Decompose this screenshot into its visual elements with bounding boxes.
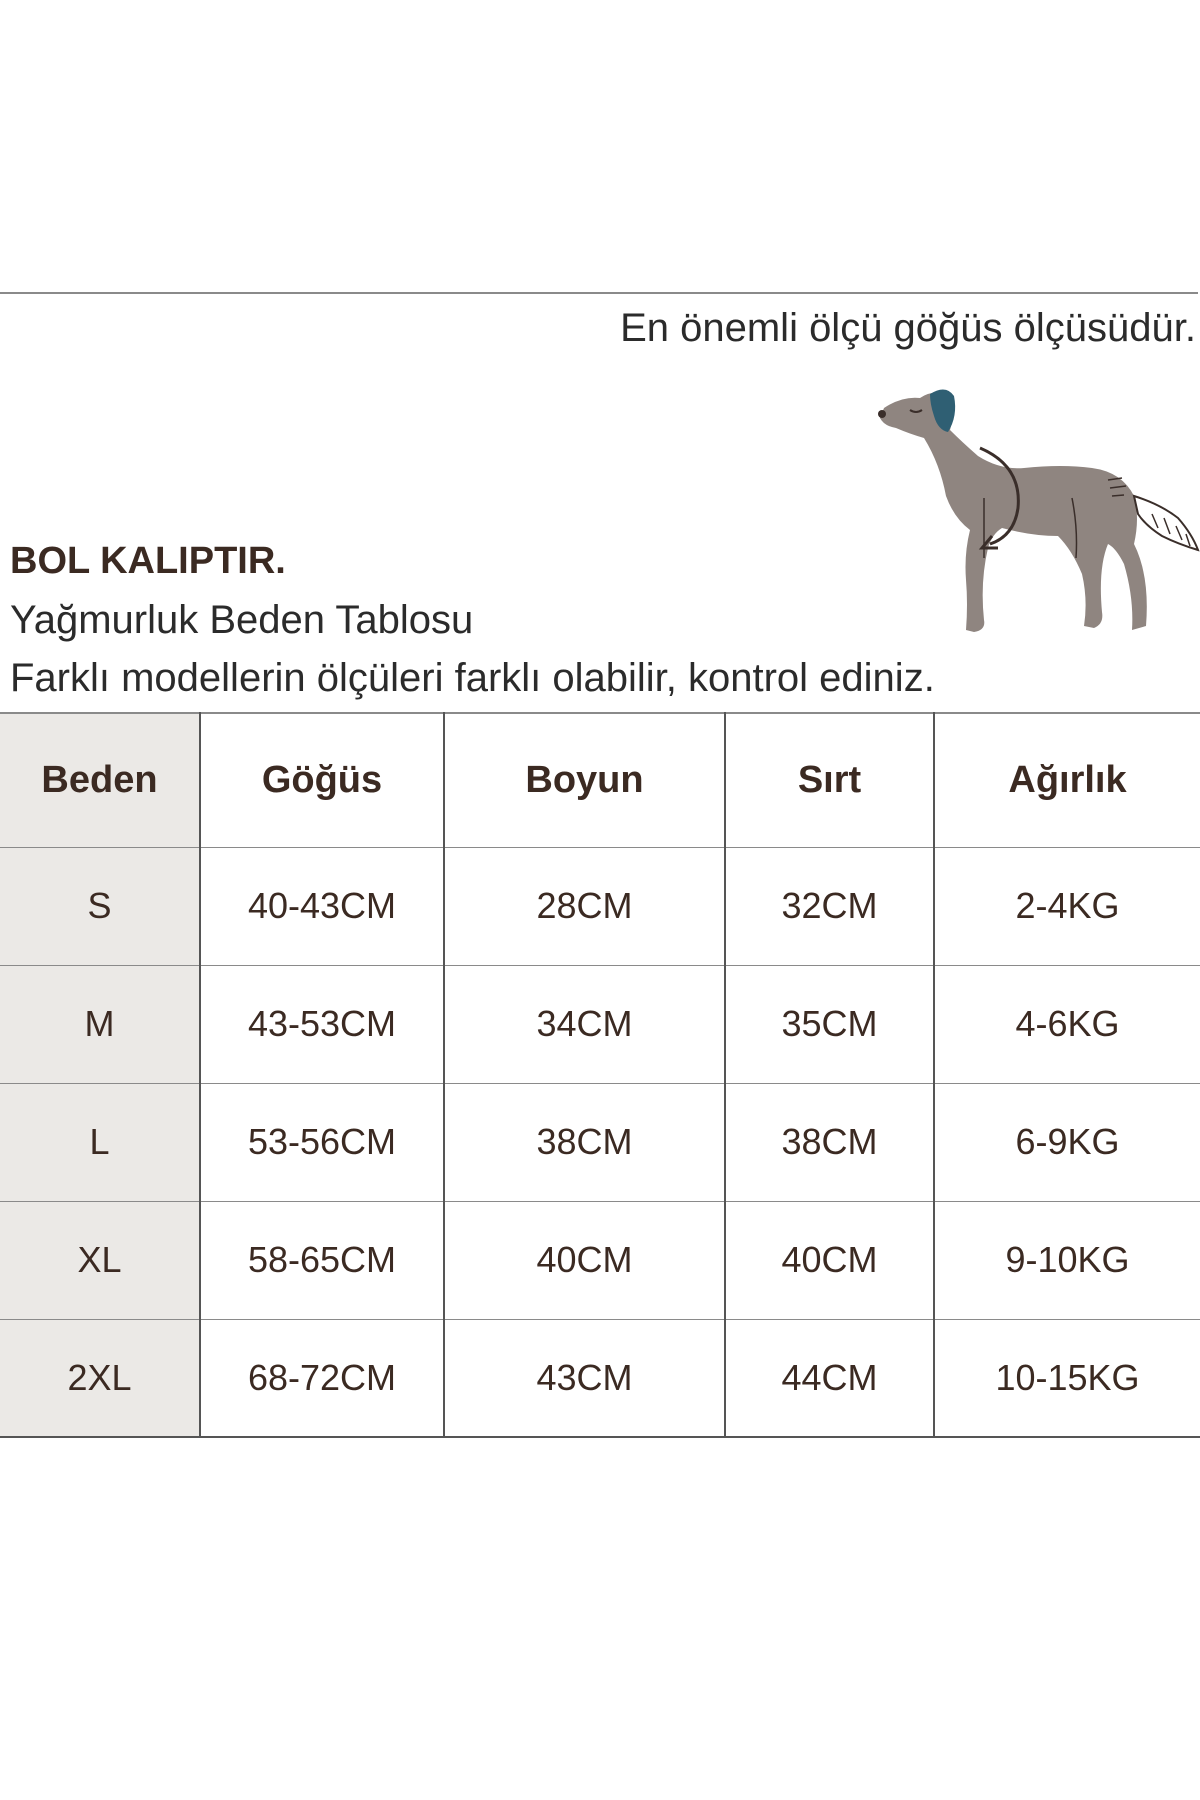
header-back: Sırt [725,713,934,847]
header-neck: Boyun [444,713,725,847]
table-row [0,1083,1200,1201]
cell-weight: 4-6KG [934,965,1200,1083]
header-chest: Göğüs [200,713,444,847]
header-size: Beden [0,713,200,847]
loose-fit-title: BOL KALIPTIR. [10,540,286,582]
size-table [0,712,1200,1438]
cell-back: 32CM [725,847,934,965]
cell-back: 44CM [725,1319,934,1437]
table-row [0,1201,1200,1319]
cell-weight: 9-10KG [934,1201,1200,1319]
top-divider [0,292,1198,294]
table-header-row [0,713,1200,847]
cell-chest: 53-56CM [200,1083,444,1201]
cell-size: M [0,965,200,1083]
measurement-note: En önemli ölçü göğüs ölçüsüdür. [620,306,1196,350]
cell-chest: 40-43CM [200,847,444,965]
cell-back: 35CM [725,965,934,1083]
cell-back: 40CM [725,1201,934,1319]
table-row [0,847,1200,965]
cell-size: L [0,1083,200,1201]
table-row [0,1319,1200,1437]
cell-neck: 40CM [444,1201,725,1319]
cell-size: XL [0,1201,200,1319]
header-weight: Ağırlık [934,713,1200,847]
table-row [0,965,1200,1083]
cell-neck: 38CM [444,1083,725,1201]
size-chart-subtitle: Yağmurluk Beden Tablosu [10,598,474,642]
cell-size: S [0,847,200,965]
cell-chest: 43-53CM [200,965,444,1083]
cell-weight: 2-4KG [934,847,1200,965]
cell-neck: 34CM [444,965,725,1083]
cell-neck: 43CM [444,1319,725,1437]
cell-chest: 68-72CM [200,1319,444,1437]
dog-measure-icon [872,368,1200,648]
cell-neck: 28CM [444,847,725,965]
cell-chest: 58-65CM [200,1201,444,1319]
model-difference-note: Farklı modellerin ölçüleri farklı olabilir, kontrol ediniz. [10,656,935,700]
cell-size: 2XL [0,1319,200,1437]
cell-weight: 6-9KG [934,1083,1200,1201]
cell-back: 38CM [725,1083,934,1201]
cell-weight: 10-15KG [934,1319,1200,1437]
